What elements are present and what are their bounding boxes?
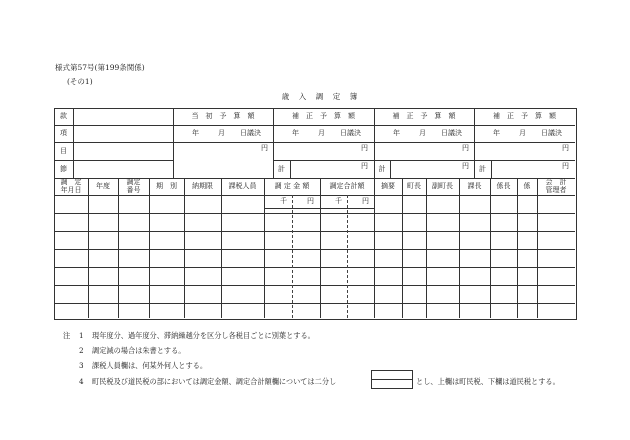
- note-text-tail: とし、上欄は町民税、下欄は道民税とする。: [416, 377, 560, 386]
- col-section-chief: 課長: [467, 182, 482, 190]
- form-number: 様式第57号(第199条関係): [55, 63, 145, 72]
- note-text: 調定減の場合は朱書とする。: [92, 346, 186, 355]
- col-chief: 係長: [496, 182, 511, 190]
- total-label: 計: [378, 164, 386, 173]
- note-text: 町民税及び道民税の部においては調定金額、調定合計額欄については二分し: [92, 377, 337, 386]
- label-kou: 項: [60, 129, 67, 137]
- unit-thousand: 千: [280, 197, 287, 205]
- col-mayor: 町長: [407, 182, 421, 190]
- table-border: [54, 108, 577, 320]
- yen-mark: 円: [261, 144, 268, 152]
- col-total: 調定合計額: [329, 182, 365, 190]
- col-number: 調定 番号: [126, 178, 141, 194]
- label-kan: 款: [60, 112, 67, 120]
- label-setsu: 節: [60, 164, 67, 173]
- budget-supplementary-header-2: 補 正 予 算 額: [392, 112, 456, 120]
- form-subtitle: (その1): [67, 77, 93, 86]
- total-label: 計: [278, 164, 285, 173]
- col-summary: 摘要: [381, 182, 395, 190]
- col-staff: 係: [523, 182, 531, 190]
- label-moku: 目: [60, 146, 67, 155]
- unit-yen: 円: [362, 197, 369, 205]
- col-taxpayers: 課税人員: [228, 182, 257, 190]
- col-deputy-mayor: 副町長: [432, 182, 453, 190]
- col-amount: 調 定 金 額: [274, 182, 310, 190]
- yen-mark: 円: [462, 144, 469, 152]
- col-fiscal-year: 年度: [96, 182, 110, 190]
- page-title: 歳 入 調 定 簿: [281, 92, 359, 101]
- col-accountant: 会 計 管理者: [545, 178, 567, 194]
- note-text: 課税人員欄は、何某外何人とする。: [92, 361, 208, 370]
- budget-supplementary-header-1: 補 正 予 算 額: [292, 112, 355, 120]
- budget-supplementary-header-3: 補 正 予 算 額: [493, 112, 556, 120]
- budget-initial-header: 当 初 予 算 額: [191, 112, 255, 120]
- yen-mark: 円: [361, 162, 368, 170]
- yen-mark: 円: [462, 162, 469, 170]
- total-label: 計: [479, 164, 486, 173]
- yen-mark: 円: [562, 144, 569, 152]
- col-date: 調 定 年月日: [60, 178, 82, 194]
- note-number: 2: [79, 346, 84, 355]
- col-deadline: 納期限: [192, 182, 213, 190]
- note-number: 3: [79, 361, 84, 370]
- note-number: 1: [79, 331, 84, 340]
- col-period: 期 別: [156, 182, 177, 190]
- yen-mark: 円: [361, 144, 368, 152]
- notes-marker: 注: [63, 331, 71, 340]
- note-text: 現年度分、過年度分、滞納繰越分を区分し各税目ごとに別葉とする。: [92, 331, 315, 340]
- unit-yen: 円: [307, 197, 314, 205]
- yen-mark: 円: [562, 162, 569, 170]
- note-number: 4: [79, 377, 84, 386]
- split-box-diagram: [371, 370, 413, 389]
- unit-thousand: 千: [335, 197, 342, 205]
